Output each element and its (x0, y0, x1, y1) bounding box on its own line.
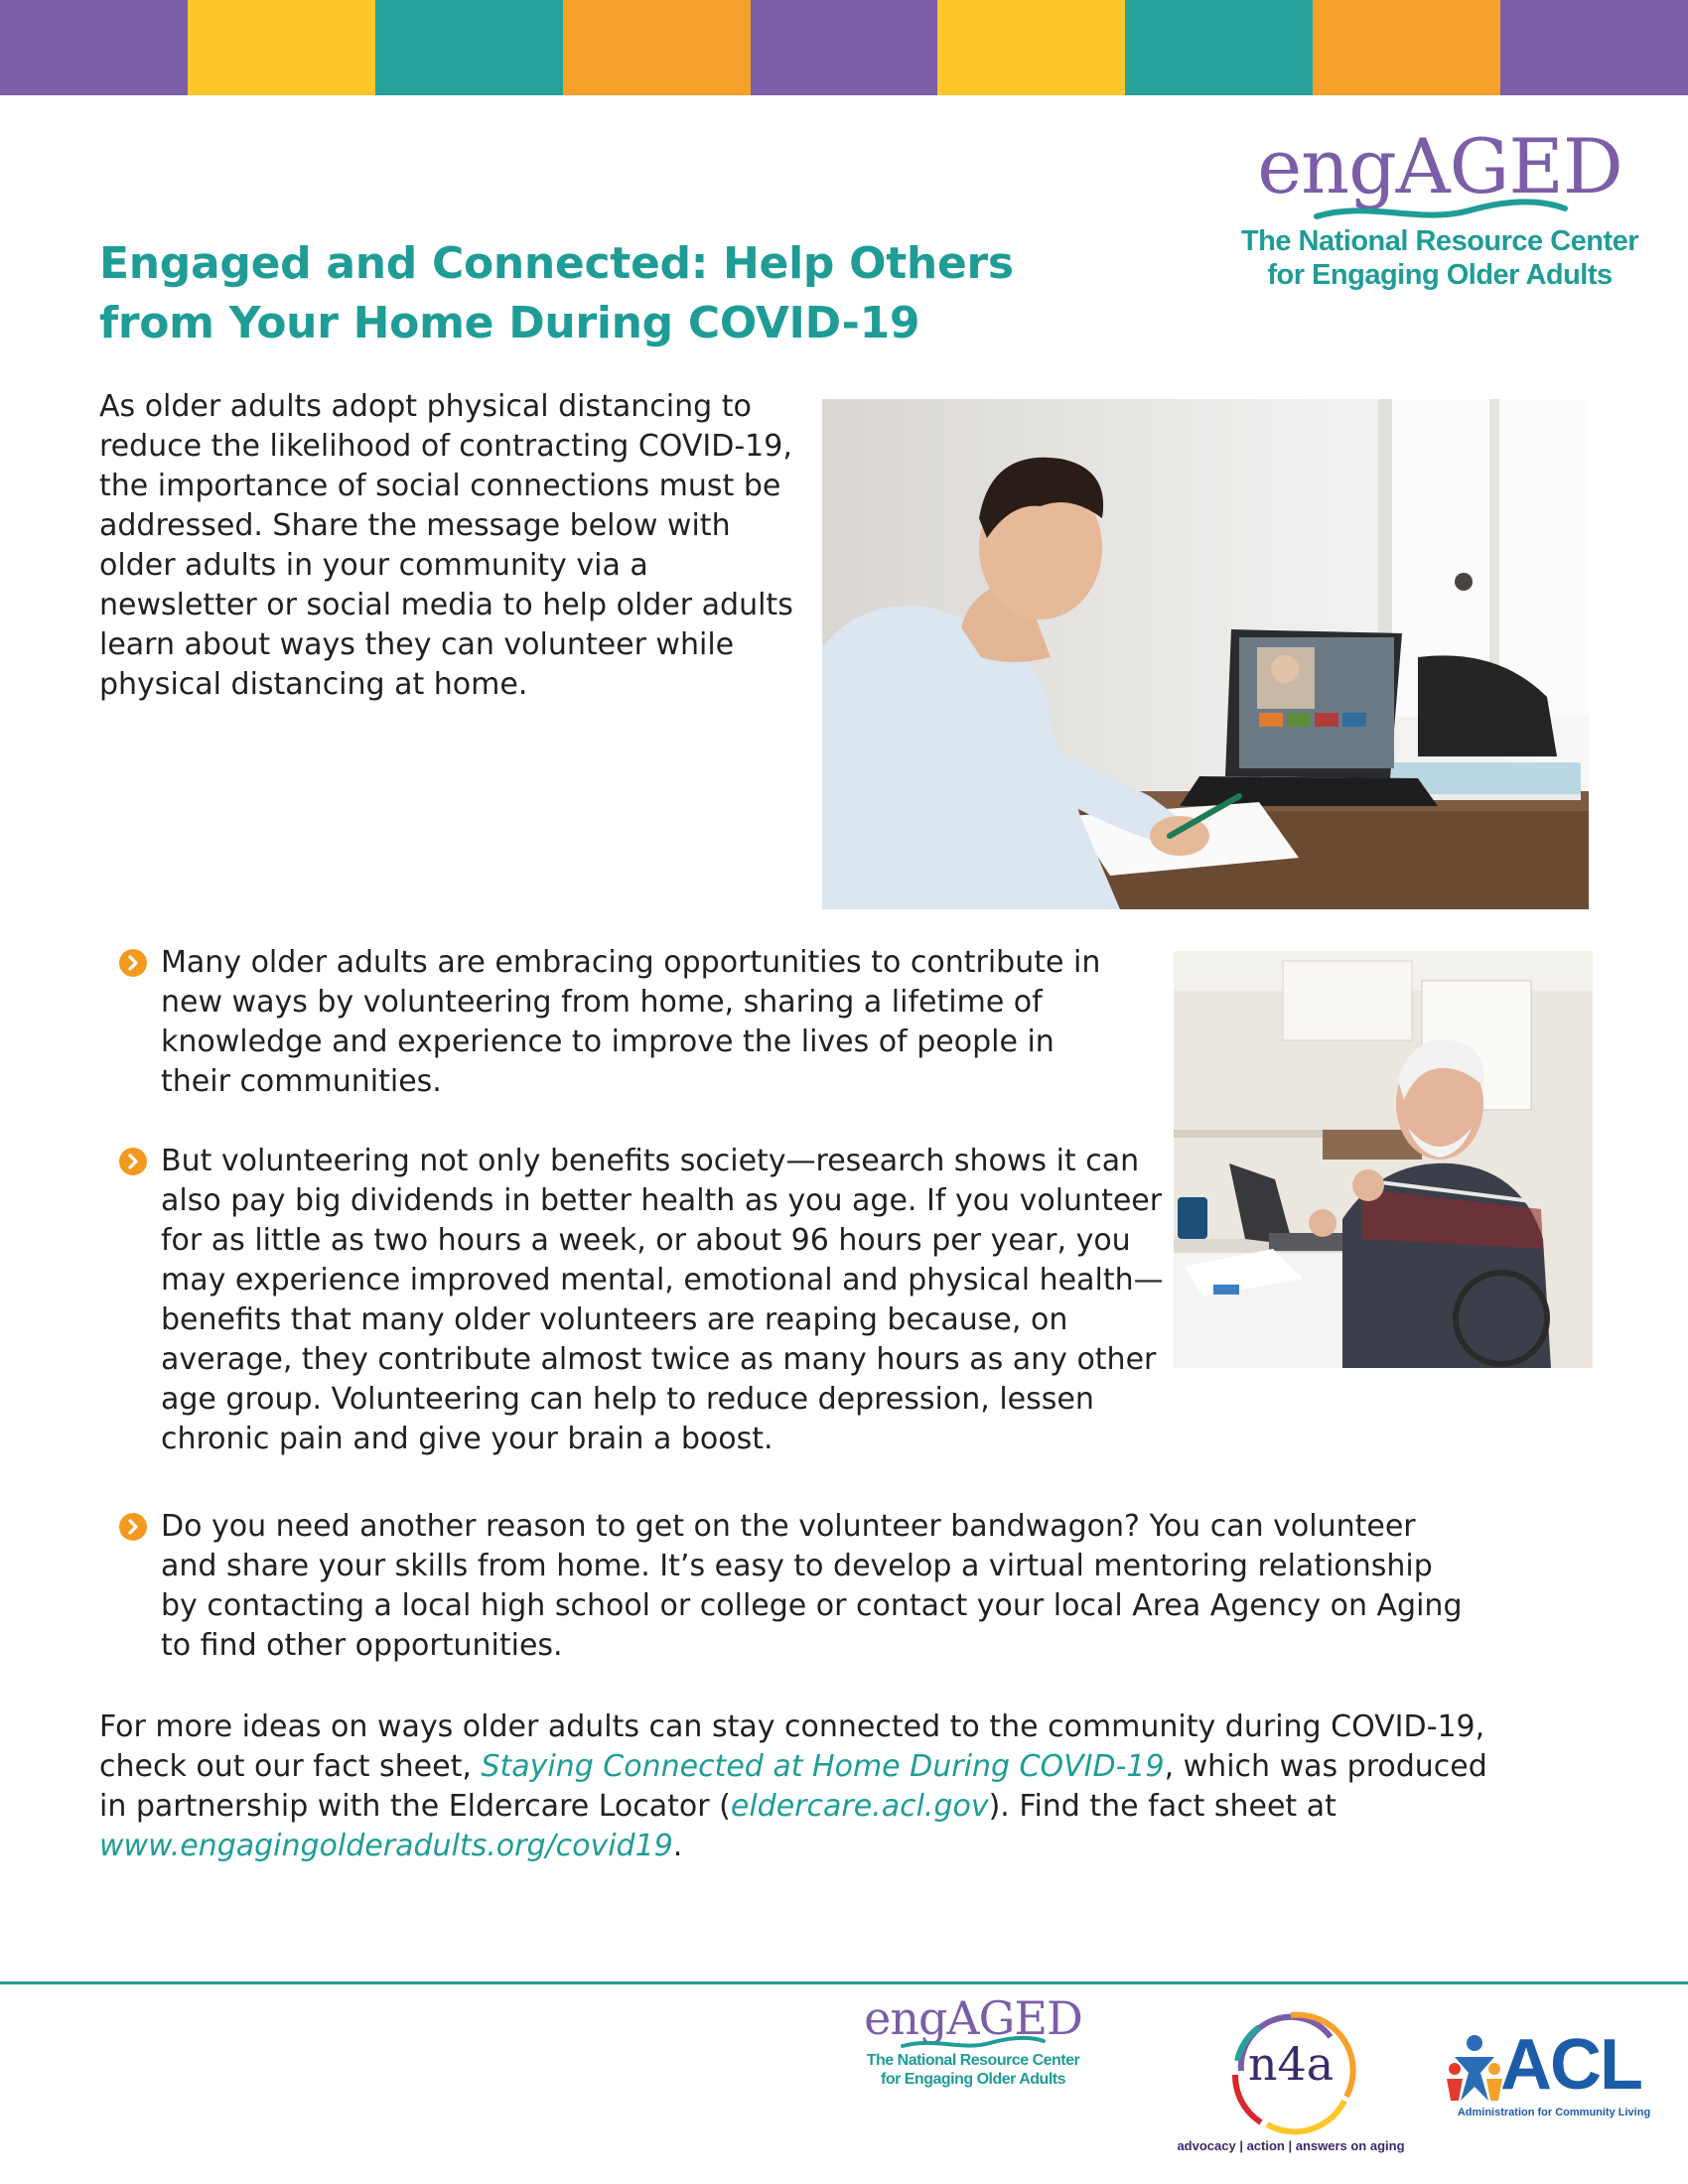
n4a-tagline: advocacy | action | answers on aging (1177, 2138, 1405, 2153)
engaged-logo-wordmark: engAGED (1257, 122, 1622, 210)
acl-wordmark: ACL (1500, 2025, 1641, 2105)
list-item (119, 1507, 1470, 1666)
chevron-right-icon (119, 949, 147, 977)
stripe-segment (188, 0, 375, 95)
stripe-segment (1313, 0, 1500, 95)
acl-people-icon (1445, 2029, 1504, 2109)
eldercare-link[interactable]: eldercare.acl.gov (730, 1789, 989, 1824)
footer-engaged-subtitle-2: for Engaging Older Adults (880, 2071, 1065, 2088)
stripe-segment (375, 0, 563, 95)
page-title-line-2: from Your Home During COVID-19 (99, 298, 920, 348)
stripe-segment (1125, 0, 1313, 95)
list-item (119, 943, 1132, 1102)
page-title-line-1: Engaged and Connected: Help Others (99, 238, 1014, 289)
top-color-stripe (0, 0, 1688, 95)
stripe-segment (0, 0, 188, 95)
bullet-text: Many older adults are embracing opportunities to contribute in new ways by volunteering from home, sharing a lifetime of knowledge and experience to improve the lives of people in their communities. (161, 945, 1101, 1099)
chevron-right-icon (119, 1148, 147, 1175)
list-item (119, 1142, 1172, 1459)
older-man-laptop-illustration (1174, 951, 1593, 1368)
stripe-segment (751, 0, 938, 95)
acl-logo (1445, 2025, 1663, 2134)
n4a-wordmark: n4a (1247, 2037, 1335, 2091)
bullet-text: Do you need another reason to get on the volunteer bandwagon? You can volunteer and share your skills from home. It’s easy to develop a virtual mentoring relationship by contacting a local high school or college or contact your local Area Agency on Aging to find other opportunities. (161, 1509, 1463, 1663)
stripe-segment (563, 0, 751, 95)
engaged-logo-subtitle-2: for Engaging Older Adults (1267, 259, 1613, 291)
closing-paragraph: For more ideas on ways older adults can stay connected to the community during COVID-19, check out our fact sheet, Staying Connected at Home During COVID-19, which was produced in partnership with the Eldercare Locator (eldercare.acl.gov). Find the fact sheet at www.engagingolderadults.org/covid19. (99, 1709, 1487, 1863)
footer-engaged-wordmark: engAGED (864, 1991, 1082, 2045)
chevron-right-icon (119, 1513, 147, 1541)
teen-video-call-illustration (822, 399, 1589, 909)
footer-divider (0, 1981, 1688, 1984)
engaging-older-adults-link[interactable]: www.engagingolderadults.org/covid19 (99, 1829, 673, 1863)
bullet-text: But volunteering not only benefits society—research shows it can also pay big dividends in better health as you age. If you volunteer for as little as two hours a week, or about 96 hours per year, you may experience improved mental, emotional and physical health—benefits that many older volunteers are reaping because, on average, they contribute almost twice as many hours as any other age group. Volunteering can help to reduce depression, lessen chronic pain and give your brain a boost. (161, 1144, 1164, 1456)
acl-subtitle: Administration for Community Living (1457, 2107, 1651, 2118)
stripe-segment (937, 0, 1125, 95)
page-title (99, 234, 1092, 353)
engaged-logo-subtitle-1: The National Resource Center (1240, 225, 1639, 257)
fact-sheet-link[interactable]: Staying Connected at Home During COVID-19 (481, 1749, 1165, 1784)
stripe-segment (1500, 0, 1688, 95)
older-man-laptop-photo (1174, 951, 1593, 1368)
intro-paragraph: As older adults adopt physical distancing to reduce the likelihood of contracting COVID-19, the importance of social connections must be addressed. Share the message below with older adults in your community via a newsletter or social media to help older adults learn about ways they can volunteer while physical distancing at home. (99, 389, 793, 702)
teen-video-call-photo (822, 399, 1589, 909)
footer-engaged-subtitle-1: The National Resource Center (866, 2052, 1080, 2069)
footer-engaged-logo (854, 1991, 1092, 2089)
engaged-logo (1231, 122, 1648, 292)
n4a-logo (1172, 2001, 1410, 2164)
